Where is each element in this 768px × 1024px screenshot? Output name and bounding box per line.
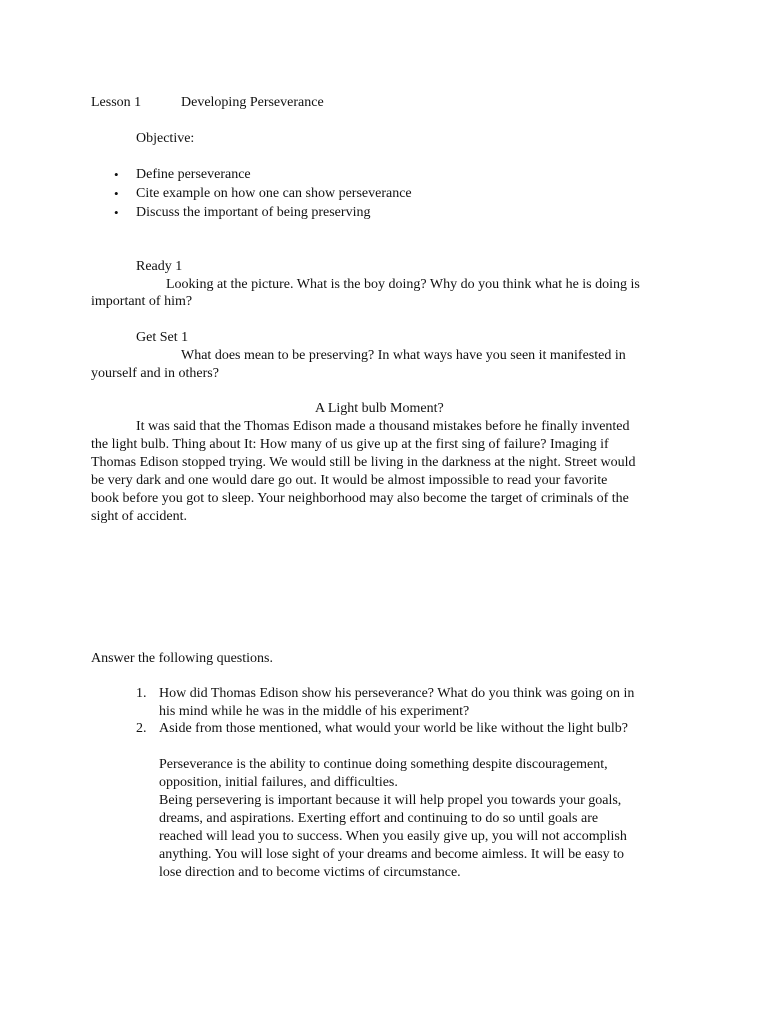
question-number: 2. (136, 721, 147, 736)
ready-question-line: Looking at the picture. What is the boy doing? Why do you think what he is doing is (166, 277, 640, 292)
story-line: book before you got to sleep. Your neighborhood may also become the target of criminals of the (91, 491, 629, 506)
definition-line: opposition, initial failures, and difficulties. (159, 775, 398, 790)
objective-item-text: Cite example on how one can show perseverance (136, 186, 412, 201)
lesson-label: Lesson 1 (91, 95, 142, 110)
questions-intro: Answer the following questions. (91, 651, 273, 666)
objective-item-text: Define perseverance (136, 167, 251, 182)
story-line: sight of accident. (91, 509, 188, 524)
definition-line: lose direction and to become victims of circumstance. (159, 865, 461, 880)
story-line: It was said that the Thomas Edison made a thousand mistakes before he finally invented (136, 419, 630, 434)
question-number: 1. (136, 686, 147, 701)
definition-line: anything. You will lose sight of your dreams and become aimless. It will be easy to (159, 847, 625, 862)
get-set-heading: Get Set 1 (136, 330, 189, 345)
story-line: the light bulb. Thing about It: How many of us give up at the first sing of failure? Imaging if (91, 437, 609, 452)
bullet-icon: • (114, 186, 119, 201)
bullet-icon: • (114, 205, 119, 220)
lesson-title: Developing Perseverance (181, 95, 324, 110)
question-text: How did Thomas Edison show his perseverance? What do you think was going on in (159, 686, 635, 701)
bullet-icon: • (114, 167, 119, 182)
definition-line: reached will lead you to success. When you easily give up, you will not accomplish (159, 829, 627, 844)
story-line: Thomas Edison stopped trying. We would still be living in the darkness at the night. Street would (91, 455, 636, 470)
ready-heading: Ready 1 (136, 259, 183, 274)
definition-line: Perseverance is the ability to continue doing something despite discouragement, (159, 757, 608, 772)
get-set-question-line: yourself and in others? (91, 366, 219, 381)
objective-item-text: Discuss the important of being preserving (136, 205, 371, 220)
question-text: Aside from those mentioned, what would your world be like without the light bulb? (159, 721, 628, 736)
definition-line: Being persevering is important because it will help propel you towards your goals, (159, 793, 622, 808)
question-text: his mind while he was in the middle of his experiment? (159, 704, 470, 719)
get-set-question-line: What does mean to be preserving? In what ways have you seen it manifested in (181, 348, 626, 363)
definition-line: dreams, and aspirations. Exerting effort and continuing to do so until goals are (159, 811, 599, 826)
ready-question-line: important of him? (91, 294, 193, 309)
story-title: A Light bulb Moment? (315, 401, 444, 416)
story-line: be very dark and one would dare go out. It would be almost impossible to read your favorite (91, 473, 608, 488)
objective-heading: Objective: (136, 131, 195, 146)
